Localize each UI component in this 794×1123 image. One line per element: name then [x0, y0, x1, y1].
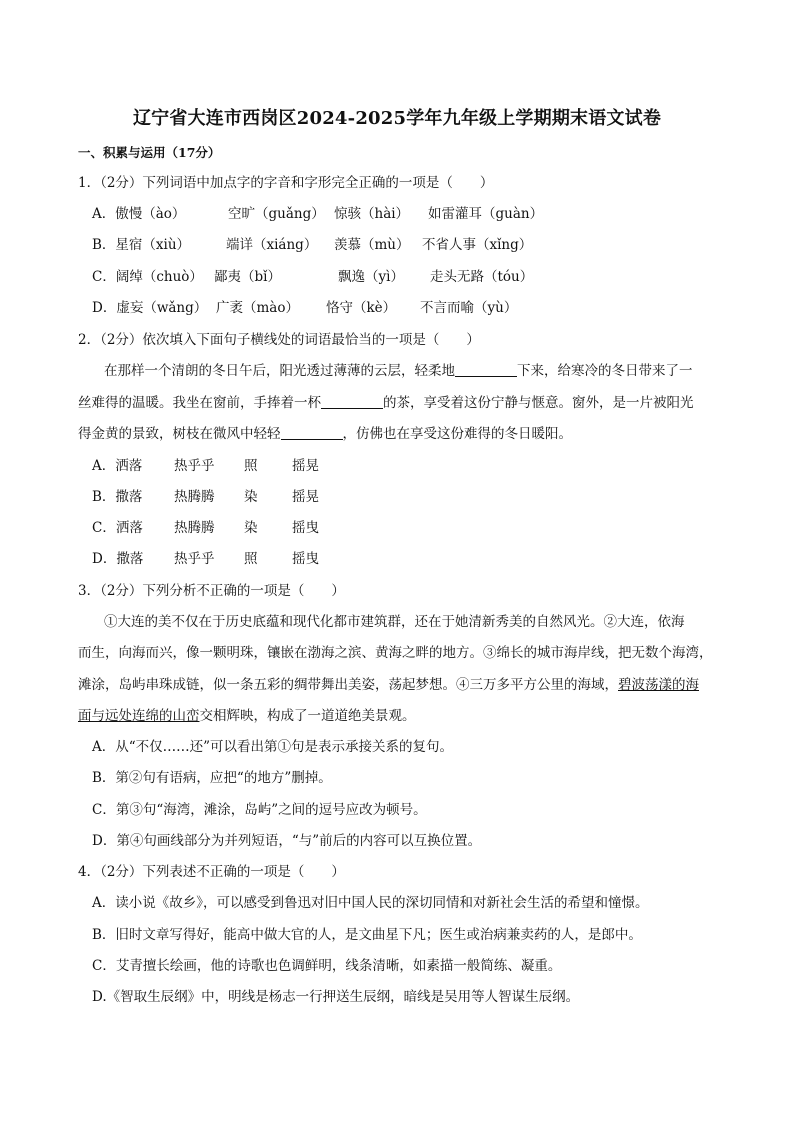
underlined-phrase: 碧波荡漾的海 [618, 677, 699, 693]
answer-blank [455, 363, 517, 377]
question-4-option-a: A．读小说《故乡》，可以感受到鲁迅对旧中国人民的深切同情和对新社会生活的希望和憧憬。 [92, 895, 649, 911]
question-3-passage-line-1: ①大连的美不仅在于历史底蕴和现代化都市建筑群，还在于她清新秀美的自然风光。②大连，依海 [104, 614, 685, 630]
question-1-option-c: C．阔绰（chuò） 鄙夷（bǐ） 飘逸（yì） 走头无路（tóu） [92, 269, 534, 285]
page-title: 辽宁省大连市西岗区2024-2025学年九年级上学期期末语文试卷 [132, 108, 662, 129]
question-3-option-b: B．第②句有语病，应把“的地方”删掉。 [92, 770, 332, 786]
question-2-passage-line-3: 得金黄的景致，树枝在微风中轻轻 ，仿佛也在享受这份难得的冬日暖阳。 [78, 426, 572, 442]
question-1-stem: 1．（2分）下列词语中加点字的字音和字形完全正确的一项是（ ） [78, 175, 494, 191]
question-2-option-a: A．洒落 热乎乎 照 摇晃 [92, 458, 319, 474]
question-4-option-c: C．艾青擅长绘画，他的诗歌也色调鲜明，线条清晰，如素描一般简练、凝重。 [92, 958, 562, 974]
question-3-passage-line-4: 面与远处连绵的山峦交相辉映，构成了一道道绝美景观。 [78, 708, 416, 724]
question-4-stem: 4．（2分）下列表述不正确的一项是（ ） [78, 864, 345, 880]
question-2-stem: 2．（2分）依次填入下面句子横线处的词语最恰当的一项是（ ） [78, 332, 480, 348]
question-2-option-d: D．撒落 热乎乎 照 摇曳 [92, 551, 319, 567]
question-2-passage-line-1: 在那样一个清朗的冬日午后，阳光透过薄薄的云层，轻柔地 下来，给寒冷的冬日带来了一 [104, 363, 693, 379]
question-3-option-d: D．第④句画线部分为并列短语，“与”前后的内容可以互换位置。 [92, 833, 482, 849]
underlined-phrase: 面与远处连绵的山峦 [78, 708, 200, 724]
question-4-option-b: B．旧时文章写得好，能高中做大官的人，是文曲星下凡；医生或治病兼卖药的人，是郎中。 [92, 927, 642, 943]
question-3-passage-line-3: 滩涂，岛屿串珠成链，似一条五彩的绸带舞出美姿，荡起梦想。④三万多平方公里的海域，碧波荡漾的海 [78, 677, 699, 693]
question-3-passage-line-2: 而生，向海而兴，像一颗明珠，镶嵌在渤海之滨、黄海之畔的地方。③绵长的城市海岸线，把无数个海湾， [78, 645, 713, 661]
question-3-stem: 3．（2分）下列分析不正确的一项是（ ） [78, 583, 345, 599]
question-1-option-d: D．虚妄（wǎng） 广袤（mào） 恪守（kè） 不言而喻（yù） [92, 300, 518, 316]
section-heading: 一、积累与运用（17分） [78, 145, 221, 160]
question-2-option-c: C．洒落 热腾腾 染 摇曳 [92, 520, 319, 536]
answer-blank [321, 395, 383, 409]
answer-blank [281, 426, 343, 440]
question-2-option-b: B．撒落 热腾腾 染 摇晃 [92, 489, 319, 505]
question-3-option-a: A．从“不仅……还”可以看出第①句是表示承接关系的复句。 [92, 739, 454, 755]
question-1-option-b: B．星宿（xiù） 端详（xiáng） 羡慕（mù） 不省人事（xǐng） [92, 237, 533, 253]
question-1-option-a: A．傲慢（ào） 空旷（guǎng） 惊骇（hài） 如雷灌耳（guàn） [92, 206, 544, 222]
question-2-passage-line-2: 丝难得的温暖。我坐在窗前，手捧着一杯 的茶，享受着这份宁静与惬意。窗外，是一片被阳光 [78, 395, 694, 411]
question-3-option-c: C．第③句“海湾，滩涂，岛屿”之间的逗号应改为顿号。 [92, 802, 427, 818]
question-4-option-d: D.《智取生辰纲》中，明线是杨志一行押送生辰纲，暗线是吴用等人智谋生辰纲。 [92, 989, 580, 1005]
